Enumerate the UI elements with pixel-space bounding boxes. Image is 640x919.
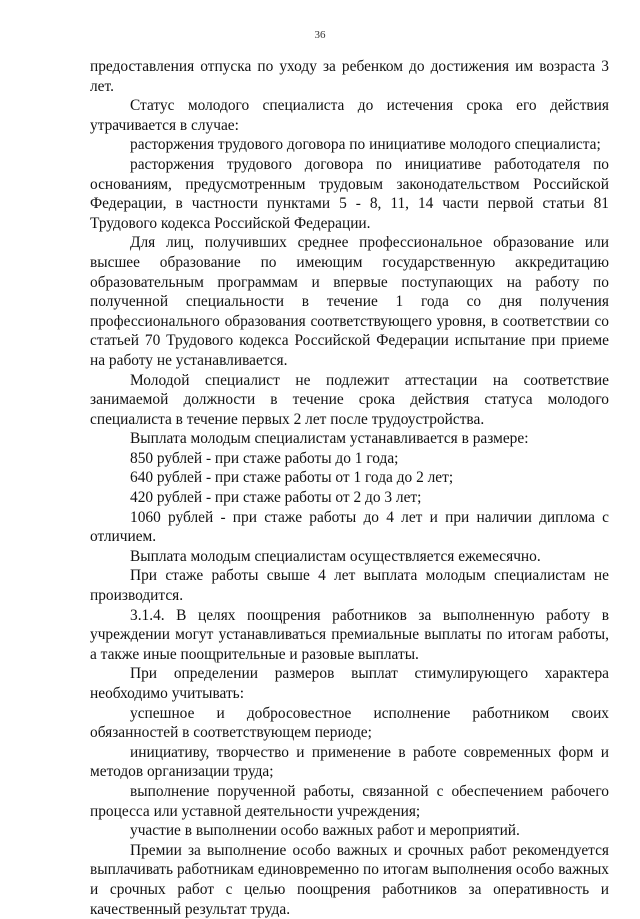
paragraph: Премии за выполнение особо важных и срочных работ рекомендуется выплачивать работникам единовременно по итогам выполнения особо важных и срочных работ с целью поощрения работников за оперативность и качественный результат труда.: [90, 841, 609, 918]
paragraph-continuation: предоставления отпуска по уходу за ребенком до достижения им возраста 3 лет.: [90, 58, 609, 95]
paragraph: инициативу, творчество и применение в работе современных форм и методов организации труда;: [90, 743, 609, 781]
paragraph: 640 рублей - при стаже работы от 1 года до 2 лет;: [130, 469, 454, 487]
page-number: 36: [314, 29, 326, 41]
paragraph: расторжения трудового договора по инициативе работодателя по основаниям, предусмотренным трудовым законодательством Российской Федерации, в частности пунктами 5 - 8, 11, 14 части первой статьи 81 Трудового кодекса Российской Федерации.: [90, 155, 609, 232]
paragraph: Выплата молодым специалистам осуществляется ежемесячно.: [130, 547, 541, 565]
paragraph: успешное и добросовестное исполнение работником своих обязанностей в соответствующем периоде;: [90, 704, 609, 742]
paragraph: 850 рублей - при стаже работы до 1 года;: [130, 449, 399, 467]
paragraph: При определении размеров выплат стимулирующего характера необходимо учитывать:: [90, 665, 609, 702]
paragraph: Молодой специалист не подлежит аттестации на соответствие занимаемой должности в течение срока действия статуса молодого специалиста в течение первых 2 лет после трудоустройства.: [90, 371, 609, 428]
paragraph: При стаже работы свыше 4 лет выплата молодым специалистам не производится.: [90, 567, 609, 605]
paragraph: 1060 рублей - при стаже работы до 4 лет и при наличии диплома с отличием.: [90, 508, 609, 546]
paragraph: Выплата молодым специалистам устанавливается в размере:: [130, 430, 529, 448]
paragraph: Статус молодого специалиста до истечения срока его действия утрачивается в случае:: [90, 97, 609, 134]
document-body: [90, 57, 609, 919]
paragraph: участие в выполнении особо важных работ и мероприятий.: [130, 822, 520, 840]
paragraph: расторжения трудового договора по инициативе молодого специалиста;: [130, 136, 601, 154]
paragraph: выполнение порученной работы, связанной с обеспечением рабочего процесса или уставной деятельности учреждения;: [90, 782, 609, 820]
paragraph: 3.1.4. В целях поощрения работников за выполненную работу в учреждении могут устанавливаться премиальные выплаты по итогам работы, а также иные поощрительные и разовые выплаты.: [90, 606, 609, 663]
paragraph: 420 рублей - при стаже работы от 2 до 3 лет;: [130, 489, 422, 507]
paragraph: Для лиц, получивших среднее профессиональное образование или высшее образование по имеющим государственную аккредитацию образовательным программам и впервые поступающих на работу по полученной специальности в течение 1 года со дня получения профессионального образования соответствующего уровня, в соответствии со статьей 70 Трудового кодекса Российской Федерации испытание при приеме на работу не устанавливается.: [90, 234, 609, 369]
